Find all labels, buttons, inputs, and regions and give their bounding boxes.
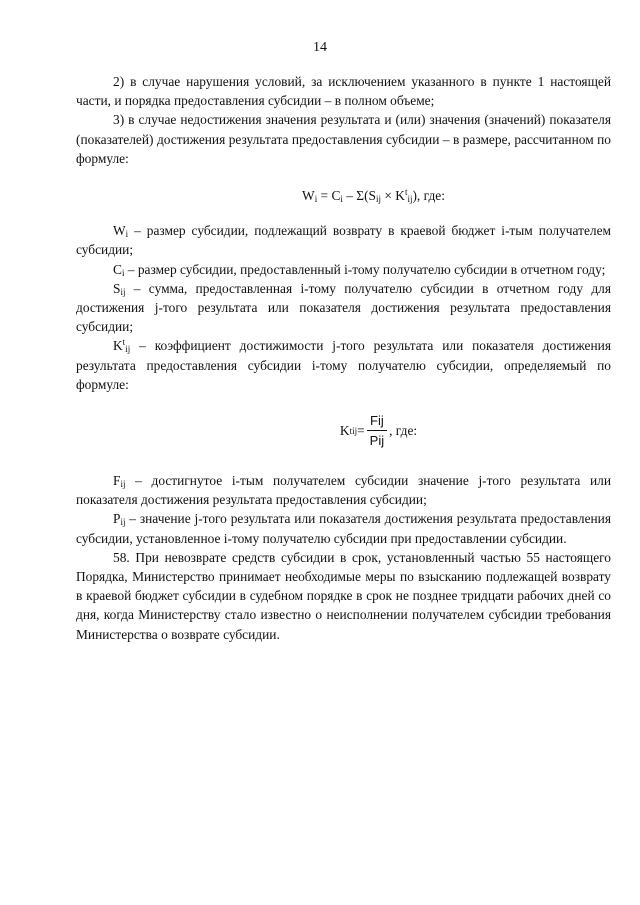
page-number: 14 — [313, 40, 327, 55]
item-3-paragraph: 3) в случае недостижения значения результата и (или) значения (значений) показателя (показателей) достижения результата предоставления субсидии – в размере, рассчитанном по формуле: — [76, 112, 611, 166]
definition-p: $P_{ij}$ – значение j-того результата или показателя достижения результата предоставления субсидии, установленное i-тому получателю субсидии при предоставлении субсидии. — [76, 511, 611, 546]
fraction — [367, 412, 387, 449]
formula-achievement-coefficient: K t ij = $\frac{\text{Fij}}{\text{Pij}}$ , где: — [339, 413, 418, 449]
definition-s: $S_{ij}$ – сумма, предоставленная i-тому получателю субсидии в отчетном году для достижения j-того результата или показателя достижения результата предоставления субсидии; — [76, 280, 611, 335]
fraction-denominator: Pij — [369, 433, 385, 449]
item-2-paragraph: 2) в случае нарушения условий, за исключением указанного в пункте 1 настоящей части, и порядка предоставления субсидии – в полном объеме; — [76, 74, 611, 109]
definition-f: $F_{ij}$ – достигнутое i-тым получателем субсидии значение j-того результата или показателя достижения результата предоставления субсидии; — [76, 473, 611, 508]
definition-w: $W_i$ – размер субсидии, подлежащий возврату в краевой бюджет i-тым получателем субсидии; — [76, 223, 611, 258]
document-body — [76, 72, 611, 644]
definition-c: $C_i$ – размер субсидии, предоставленный i-тому получателю субсидии в отчетном году; — [113, 261, 606, 278]
item-58-paragraph: 58. При невозврате средств субсидии в срок, установленный частью 55 настоящего Порядка, Министерство принимает необходимые меры по взысканию подлежащей возврату в краевой бюджет субсидии в судебном порядке в срок не позднее тридцати рабочих дней со дня, когда Министерству стало известно о неисполнении получателем субсидии требования Министерства о возврате субсидии. — [76, 549, 611, 642]
definition-k: $K^t_{ij}$ – коэффициент достижимости j-того результата или показателя достижения результата предоставления субсидии i-тому получателю субсидии, определяемый по формуле: — [76, 337, 611, 392]
fraction-numerator: Fij — [367, 412, 387, 431]
formula-refund-amount: $W_i = C_i - \Sigma(S_{ij} \times K^t_{ij})$, где: — [302, 187, 445, 205]
